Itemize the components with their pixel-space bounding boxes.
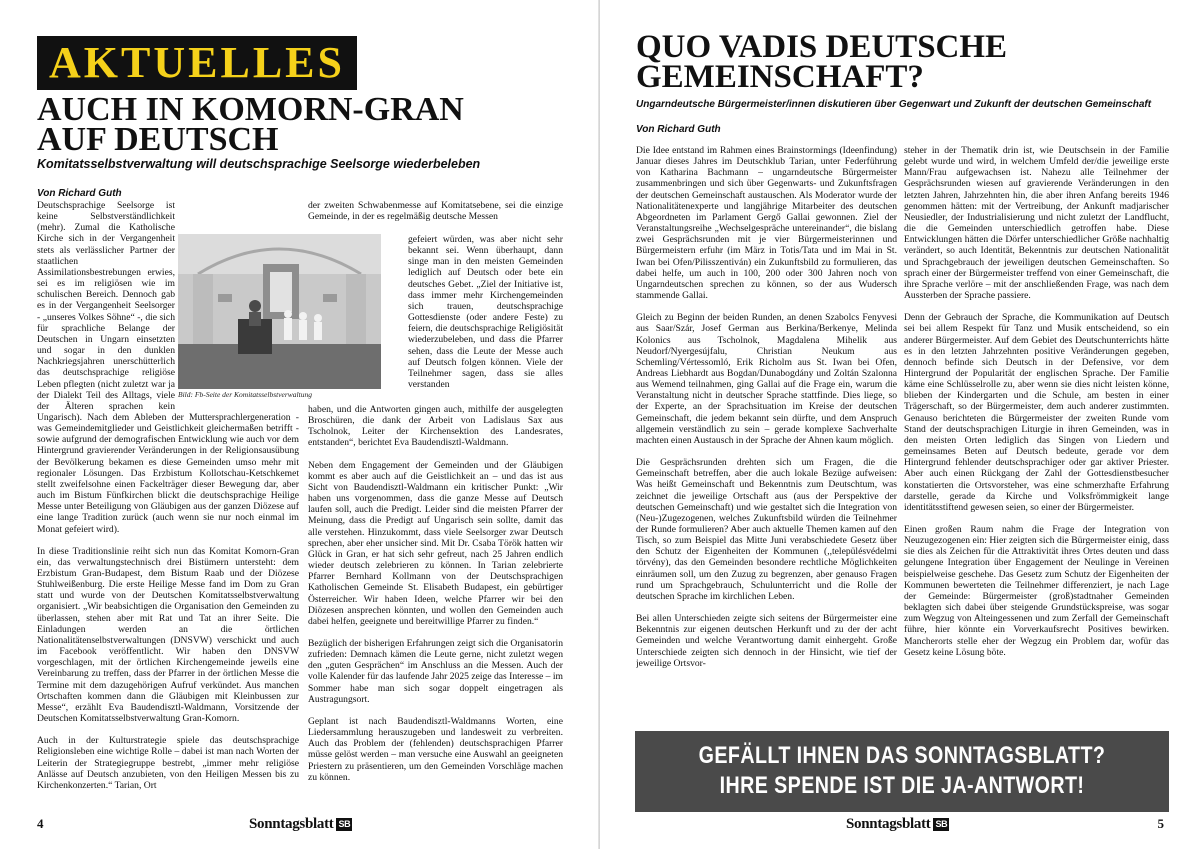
right-page [600,0,1200,849]
article-headline-line-1: QUO VADIS DEUTSCHE [636,29,1008,65]
article-headline-line-1: AUCH IN KOMORN-GRAN [37,91,464,128]
right-col1-paragraph: Die Gesprächsrunden drehten sich um Fragen, die die Gemeinschaft betreffen, aber die auch lokale Bezüge aufweisen: Was heißt Gemeinschaft und Bekenntnis zum Deutschtum, was zeichnet die jeweilige Ortschaft aus (aus der Perspektive der deutschen Gemeinschaft) und wie gestaltet sich die Integration von (Neu-)Zugezogenen, welches Zukunftsbild würden die Teilnehmer der Runde formulieren? Aber auch aktuelle Themen kamen auf den Tisch, so zum Beispiel das Mitte Juni verabschiedete Gesetz über den Schutz der Eigenheiten der Kommunen (,,településvédelmi törvény), das den Gemeinden besondere rechtliche Möglichkeiten einräumen soll, um den Zuzug zu begrenzen, aber genauso Fragen rund um Sprachgebrauch, Schulunterricht und die Rolle der deutschen Sprache im kirchlichen Leben. [636,457,897,602]
left-col2-paragraph: Neben dem Engagement der Gemeinden und der Gläubigen kommt es aber auch auf die Geistlichkeit an – und das ist aus Sicht von Baudendisztl-Waldmann ein kritischer Punkt: „Wir haben uns vorgenommen, dass die ganze Messe auf Deutsch laufen soll, auch die Predigt. Leider sind die meisten Pfarrer der Meinung, dass die Predigt auf Ungarisch sein sollte, damit das alle verstehen. Hinzukommt, dass viele Seelsorger zwar Deutsch sprechen, aber eher unsicher sind. Mit Dr. Csaba Török hatten wir Glück in Gran, er hat sich sehr gefreut, nach 25 Jahren endlich wieder deutsch zelebrieren zu können. In Tarian zelebrierte Pfarrer Bernhard Kollmann von der Deutschsprachigen Katholischen Gemeinde St. Elisabeth Budapest, ein gebürtiger Österreicher. Wir haben Ideen, welche Pfarrer wir bei den Diözesen ansprechen könnten, und wollen den Gemeinden auch dabei helfen, geeignete und bereitwillige Pfarrer zu finden.“ [308,459,563,627]
article-headline-line-2: AUF DEUTSCH [37,121,279,158]
left-col2-paragraph: Geplant ist nach Baudendisztl-Waldmanns Worten, eine Liedersammlung herauszugeben und landesweit zu verbreiten. Auch das Problem der (fehlenden) deutschsprachigen Pfarrer müsse gelöst werden – man versuche eine Auswahl an geeigneten Priestern zu präsentieren, um den Gemeinden Vorschläge machen zu können. [308,715,563,783]
right-column-1 [636,145,897,728]
left-col1-paragraph: Deutschsprachige Seelsorge ist keine Selbstverständlichkeit (mehr). Zumal die Katholische Kirche sich in der Vergangenheit stets als verlässlicher Partner der staatlichen Assimilationsbestrebungen erwies, sei es im religiösen wie im schulischen Bereich. Dennoch gab es in der Vergangenheit Seelsorger - „unseres Volkes Söhne“ -, die sich für sprachliche Belange der Deutschen in Ungarn einsetzten und sogar in den dunklen Nachkriegsjahren unerschütterlich das deutschsprachige religiöse Leben pflegten (nicht zuletzt war ja der Dialekt Teil des Alltags, viele der Älteren sprachen kein Ungarisch). Nach dem Ableben der Muttersprachlergeneration - was Gemeindemitglieder und Geistlichkeit gleichermaßen betrifft - sowie aufgrund der demografischen Entwicklung wie auch vor dem Hintergrund gravierender Veränderungen in der Religionsausübung der Bevölkerung bekamen es diese Gemeinden umso mehr mit regionaler Lösungen. Das Erzbistum Kollotschau-Ketschkemet stellt zweifelsohne einen Fackelträger dieser Bewegung dar, aber auch im Bistum Fünfkirchen blickt die deutschsprachige Heilige Messe unter Beteiligung von Gläubigen aus der ganzen Diözese auf eine lange Tradition zurück (auch wenn sie nur noch einmal im Monat gefeiert wird). [37,200,299,535]
left-column-1-body [37,200,299,812]
left-column-2-beside-photo: gefeiert würden, was aber nicht sehr bekannt sei. Wenn überhaupt, dann singe man in den meisten Gemeinden lediglich auf Deutsch oder bete ein deutsches Gebet. „Ziel der Initiative ist, dass immer mehr Kirchengemeinden sich trauen, deutschsprachige Gottesdienste (oder andere Feste) zu feiern, die deutschsprachige Religiösität wiederzubeleben, und dass die Pfarrer sehen, dass die Leute der Messe auch auf Deutsch folgen können. Viele der Teilnehmer sagen, dass sie alles verstanden [408,234,563,391]
right-col1-paragraph: Gleich zu Beginn der beiden Runden, an denen Szabolcs Fenyvesi aus Saar/Szár, Josef German aus Berkina/Berkenye, Melinda Kolonics aus Tscholnok, Magdalena Mihelik aus Neudorf/Nyergesújfalu, Christian Neukum aus Schemling/Vértessomló, Erik Richolm aus St. Iwan bei Ofen, Andreas Liebhardt aus Bogdan/Dunabogdány und Zoltán Szalonna aus Wemend teilnahmen, ging Gallai auf die Frage ein, warum die Veranstaltung nicht in deutscher Sprache stattfinde. Dies liege, so der Experte, an der Sprachsituation im Kreise der deutschen Gemeinschaft, die jedem bekannt sein dürfte, und dem Anspruch allgemein verständlich zu sein – gerade komplexe Sachverhalte machten einen Austausch in der Sprache der Ahnen kaum möglich. [636,312,897,446]
page-number-left: 4 [37,816,44,831]
masthead-logo: SB [338,819,351,829]
masthead-title: Sonntagsblatt [846,816,931,832]
page-number-right: 5 [1157,816,1164,831]
left-column-2-body [308,404,563,814]
article-headline-line-2: GEMEINSCHAFT? [636,59,924,95]
donation-banner-line-1: GEFÄLLT IHNEN DAS SONNTAGSBLATT? [698,742,1106,769]
article-byline: Von Richard Guth [37,188,122,199]
photo-caption: Bild: Fb-Seite der Komitatsselbstverwaltung [178,390,312,399]
left-col1-paragraph: Auch in der Kulturstrategie spiele das deutschsprachige Religionsleben eine wichtige Rolle – dabei ist man nach Worten der Leiterin der Strategiegruppe bestrebt, „immer mehr religiöse Anlässe auf Deutsch anzubieten, von den Heiligen Messen bis zu Kirchenkonzerten.“ Tarian, Ort [37,735,299,791]
right-col2-paragraph: Einen großen Raum nahm die Frage der Integration von Neuzugezogenen ein: Hier zeigten sich die Bürgermeister einig, dass sie dies als Zeichen für die Attraktivität ihres Ortes deuten und dass gelungene Integration über Engagement der Neulinge in Vereinen beispielweise geschehe. Das Gesetz zum Schutz der Eigenheiten der Kommunen bewerteten die Teilnehmer differenziert, je nach Lage der Gemeinde: Bürgermeister (groß)stadtnaher Gemeinden beklagten sich dabei über steigende Grundstückspreise, was sogar zum Wegzug von Alteingessenen und zum Zerfall der Gemeinschaft führe, hier könnte ein Vorverkaufsrecht Positives bewirken. Mancherorts stelle eher der Wegzug ein Problem dar, wofür das Gesetz keine Lösung böte. [904,524,1169,658]
right-col1-paragraph: Bei allen Unterschieden zeigte sich seitens der Bürgermeister eine Bekenntnis zur eigenen deutschen Herkunft und zu der der acht Gemeinden und welche Verantwortung damit einhergeht. Große Unterschiede zeigten sich dennoch in der Hinsicht, wie tief der jeweilige Ortsvor- [636,613,897,669]
article-subhead: Komitatsselbstverwaltung will deutschsprachige Seelsorge wiederbeleben [37,157,481,171]
article-byline: Von Richard Guth [636,124,721,135]
left-column-2-top: der zweiten Schwabenmesse auf Komitatsebene, sei die einzige Gemeinde, in der es regelmäßig deutsche Messen [308,200,563,223]
left-col2-paragraph: haben, und die Antworten gingen auch, mithilfe der ausgelegten Broschüren, die dank der Arbeit von Ladislaus Sax aus Tscholnok, Leiter der Kirchensektion des Landesrates, entstanden“, berichtet Eva Baudendisztl-Waldmann. [308,404,563,449]
right-col1-paragraph: Die Idee entstand im Rahmen eines Brainstormings (Ideenfindung) Januar dieses Jahres im Deutschklub Tarian, unter Federführung von Katharina Bachmann – ungarndeutsche Bürgermeister zusammenbringen und sich über Gegenwarts- und Zukunftsfragen der deutschen Gemeinschaft austauschen. Als Moderator wurde der Nationalitätenexperte und langjährige Mitarbeiter des deutschen Abgeordneten im Parlament Gergő Gallai gewonnen. Ziel der Veranstaltungsreihe „Wechselgespräche untereinander“, die bislang zwei Gesprächsrunden mit je vier Bürgermeisterinnen und Bürgermeistern erfuhr (im März in Totis/Tata und im Mai in St. Iwan bei Ofen/Pilisszentiván) ein Zukunftsbild zu formulieren, das dabei helfe, um auch in 100, 200 oder 300 Jahren noch von Ungarndeutschen sprechen zu können, so der aus Wudersch stammende Gallai. [636,145,897,302]
masthead-title: Sonntagsblatt [249,816,334,832]
masthead-left [249,816,352,833]
section-kicker: AKTUELLES [37,36,357,90]
right-col2-paragraph: Denn der Gebrauch der Sprache, die Kommunikation auf Deutsch sei bei allem Respekt für Tanz und Musik entscheidend, so ein anderer Bürgermeister. Auf dem Gebiet des Deutschunterrichts hätte es in den letzten Jahrzehnten positive Veränderungen gegeben, dennoch befinde sich Deutsch in der Defensive, vor dem Hintergrund der Popularität der englischen Sprache. Der Familie käme eine Schlüsselrolle zu, aber wenn sie dies nicht leisten könne, blieben der Kindergarten und die Schule, am besten in einer Trägerschaft, so der Bürgermeister, dem auch anderer zustimmten. Genauso berichteten die Bürgermeister der zweiten Runde vom Stand der deutschsprachigen Liturgie in ihren Gemeinden, was in den meisten Orten lediglich das Singen von Liedern und gemeinsames Beten auf Deutsch bedeute, gerade vor dem Hintergrund fehlender deutschsprachiger oder gar aktiver Priester. Aber auch einen Rückgang der Zahl der Gottesdienstbesucher konstatierten die Ortsvorsteher, was eine schmerzhafte Erfahrung darstelle, gerade da Kirche und Volksfrömmigkeit lange identitätsstiftend gewesen seien, so einer der Bürgermeister. [904,312,1169,513]
masthead-logo: SB [935,819,948,829]
right-column-2 [904,145,1169,728]
left-col1-paragraph: In diese Traditionslinie reiht sich nun das Komitat Komorn-Gran ein, das verwaltungstechnisch drei Bistümern untersteht: dem Erzbistum Gran-Budapest, dem Bistum Raab und der Diözese Stuhlweißenburg. Die erste Heilige Messe fand im Dom zu Gran statt und wurde von der Deutschen Komitatsselbstverwaltung organisiert. „Wir beabsichtigen die Organisation den Gemeinden zu überlassen, stehen aber mit Rat und Tat an ihrer Seite. Die Einladungen werden an die örtlichen Nationalitätenselbstverwaltungen (DNSVW) verschickt und auch im Facebook veröffentlicht. Wir haben den DNSVW vorgeschlagen, mit der örtlichen Kirchengemeinde jeweils eine Vereinbarung zu treffen, dass der Pfarrer in der örtlichen Messe die Termine mit dem dazugehörigen Aufruf verkündet. Aus manchen Ortschaften kommen dann die Gläubigen mit Kleinbussen zur Messe“, erzählt Eva Baudendisztl-Waldmann, Vorsitzende der Deutschen Komitatsselbstverwaltung Gran-Komorn. [37,545,299,725]
article-subhead: Ungarndeutsche Bürgermeister/innen diskutieren über Gegenwart und Zukunft der deutschen Gemeinschaft [636,99,1152,110]
donation-banner-line-2: IHRE SPENDE IST DIE JA-ANTWORT! [719,772,1085,799]
left-col2-paragraph: Bezüglich der bisherigen Erfahrungen zeigt sich die Organisatorin zufrieden: Demnach kämen die Leute gerne, nicht zuletzt wegen den „guten Gesprächen“ im Anschluss an die Messen. Auch der volle Kalender für das laufende Jahr 2025 zeige das Interesse – im Sommer habe man sich sogar doppelt eingetragen als Austragungsort. [308,637,563,705]
right-col2-paragraph: steher in der Thematik drin ist, wie Deutschsein in der Familie gelebt wurde und wird, in welchem Umfeld der/die jeweilige erste Mann/Frau aufgewachsen ist. Nahezu alle Teilnehmer der Gesprächsrunden wiesen auf gravierende Veränderungen in den letzten Jahren, Jahrzehnten hin, die aber ihren Anfang bereits 1946 genommen hätten: mit der Vertreibung, der Ankunft madjarischer Neusiedler, der Industrialisierung und nicht zuletzt der Landflucht, die die Gemeinden unterschiedlich getroffen habe. Diese Entwicklungen hätten die Dörfer unterschiedlicher Größe nachhaltig verändert, so auch Identität, Bekenntnis zur deutschen Nationalität und Sprachgebrauch der jeweiligen deutschen Gemeinschaften. So sprach einer der Bürgermeister treffend von einer Gemeinschaft, die ihre Sprache verlöre – mit der anschließenden Frage, was nach dem Aussterben der Sprache passiere. [904,145,1169,302]
masthead-right [846,816,949,833]
donation-banner[interactable] [635,731,1169,812]
